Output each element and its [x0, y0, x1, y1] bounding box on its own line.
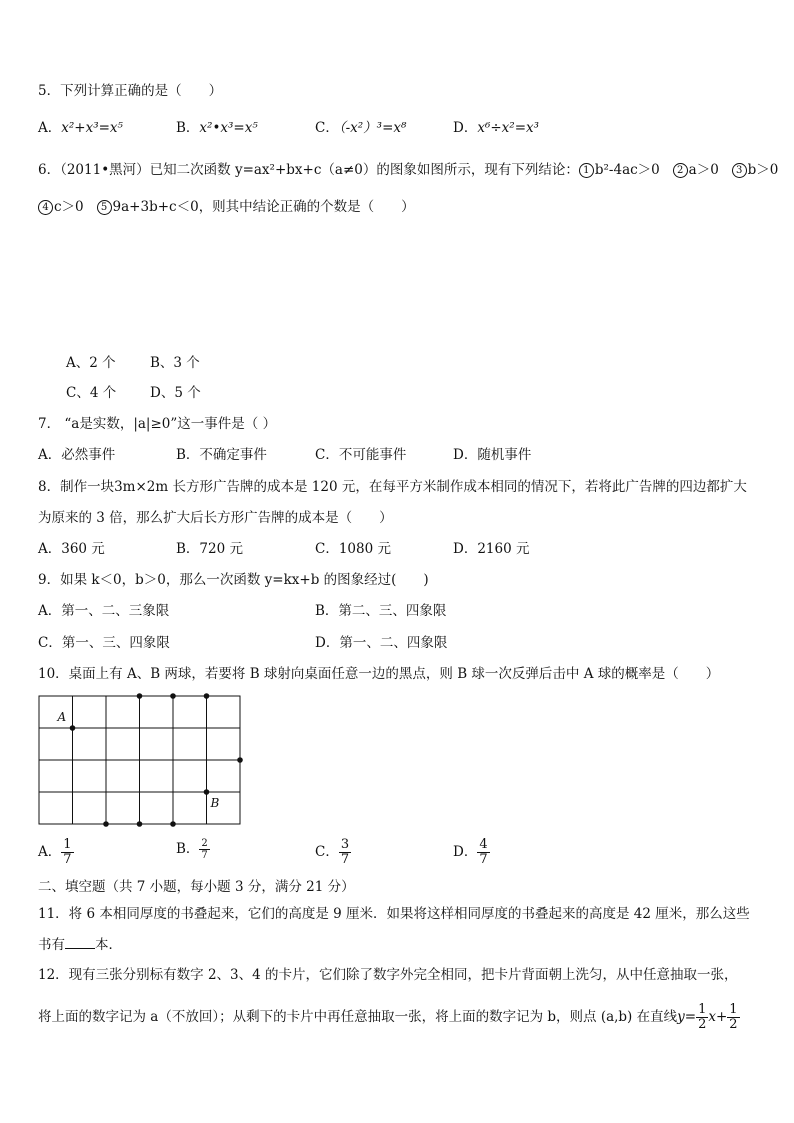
- circled-number: 1: [579, 163, 594, 178]
- q6-option-c[interactable]: C、4 个: [66, 385, 117, 401]
- q6-option-d[interactable]: D、5 个: [150, 385, 201, 401]
- edge-target-dot: [137, 693, 143, 699]
- q7-option-a[interactable]: A．必然事件: [38, 447, 116, 463]
- q10-option-d[interactable]: D． $\frac{4}{7}$: [453, 837, 488, 867]
- q9-option-c[interactable]: C．第一、三、四象限: [38, 635, 170, 651]
- question-11-stem: 11．将 6 本相同厚度的书叠起来，它们的高度是 9 厘米．如果将这样相同厚度的书叠起来的高度是 42 厘米，那么这些: [38, 906, 750, 922]
- q5-option-a[interactable]: A．x²+x³=x⁵: [38, 120, 123, 136]
- q8-option-c[interactable]: C．1080 元: [315, 541, 391, 557]
- edge-target-dot: [170, 693, 176, 699]
- circled-number: 3: [732, 163, 747, 178]
- ball-a-dot: [70, 725, 76, 731]
- q6-option-b[interactable]: B、3 个: [150, 355, 200, 371]
- question-12-stem: 12．现有三张分别标有数字 2、3、4 的卡片，它们除了数字外完全相同，把卡片背面朝上洗匀，从中任意抽取一张，: [38, 967, 738, 983]
- q8-option-d[interactable]: D．2160 元: [453, 541, 530, 557]
- answer-blank[interactable]: [65, 936, 95, 949]
- circled-number: 2: [673, 163, 688, 178]
- q9-option-a[interactable]: A．第一、二、三象限: [38, 603, 170, 619]
- question-11-stem-cont: 书有 本．: [38, 937, 122, 953]
- question-10-stem: 10．桌面上有 A、B 两球，若要将 B 球射向桌面任意一边的黑点，则 B 球一次反弹后击中 A 球的概率是（ ）: [38, 666, 720, 682]
- edge-target-dot: [237, 757, 243, 763]
- edge-target-dot: [204, 693, 210, 699]
- q7-option-b[interactable]: B．不确定事件: [176, 447, 267, 463]
- q6-option-a[interactable]: A、2 个: [66, 355, 116, 371]
- q10-option-b[interactable]: B． $\frac{2}{7}$: [176, 838, 208, 861]
- q7-option-d[interactable]: D．随机事件: [453, 447, 532, 463]
- q10-option-a[interactable]: A． $\frac{1}{7}$: [38, 837, 72, 867]
- q9-option-d[interactable]: D．第一、二、四象限: [315, 635, 448, 651]
- q7-option-c[interactable]: C．不可能事件: [315, 447, 407, 463]
- q5-option-b[interactable]: B．x²•x³=x⁵: [176, 120, 258, 136]
- q8-option-a[interactable]: A．360 元: [38, 541, 105, 557]
- circled-number: 4: [38, 200, 53, 215]
- question-6-stem-cont: 4 c＞0 5 9a+3b+c＜0，则其中结论正确的个数是（ ）: [38, 198, 415, 216]
- question-8-stem: 8．制作一块3m×2m 长方形广告牌的成本是 120 元，在每平方米制作成本相同的情况下，若将此广告牌的四边都扩大: [38, 479, 747, 495]
- question-5-stem: 5．下列计算正确的是（ ）: [38, 83, 223, 99]
- q9-option-b[interactable]: B．第二、三、四象限: [315, 603, 447, 619]
- billiard-grid-figure: [34, 690, 246, 828]
- section-heading: 二、填空题（共 7 小题，每小题 3 分，满分 21 分）: [38, 879, 355, 895]
- question-8-stem-cont: 为原来的 3 倍，那么扩大后长方形广告牌的成本是（ ）: [38, 510, 393, 526]
- edge-target-dot: [170, 821, 176, 827]
- question-7-stem: 7． “a是实数，|a|≥0”这一事件是（ ）: [38, 416, 277, 432]
- question-6-stem: 6．（2011•黑河）已知二次函数 y=ax²+bx+c（a≠0）的图象如图所示，现有下列结论： 1 b²-4ac＞0 2 a＞0 3 b＞0: [38, 162, 779, 178]
- q8-option-b[interactable]: B．720 元: [176, 541, 243, 557]
- question-9-stem: 9．如果 k＜0，b＞0，那么一次函数 y=kx+b 的图象经过( ): [38, 572, 429, 588]
- edge-target-dot: [137, 821, 143, 827]
- ball-b-dot: [204, 789, 210, 795]
- question-12-stem-cont: 将上面的数字记为 a（不放回）；从剩下的卡片中再任意抽取一张，将上面的数字记为 b，则点 (a,b) 在直线y= $\frac{1}{2}$ x+ $\frac{1}{2}$: [38, 1002, 738, 1032]
- q5-option-c[interactable]: C．（-x²）³=x⁸: [315, 120, 407, 136]
- q5-option-d[interactable]: D．x⁶÷x²=x³: [453, 120, 540, 136]
- ball-b-label: B: [210, 796, 220, 810]
- circled-number: 5: [97, 200, 112, 215]
- q10-option-c[interactable]: C． $\frac{3}{7}$: [315, 837, 350, 867]
- edge-target-dot: [103, 821, 109, 827]
- ball-a-label: A: [57, 710, 67, 724]
